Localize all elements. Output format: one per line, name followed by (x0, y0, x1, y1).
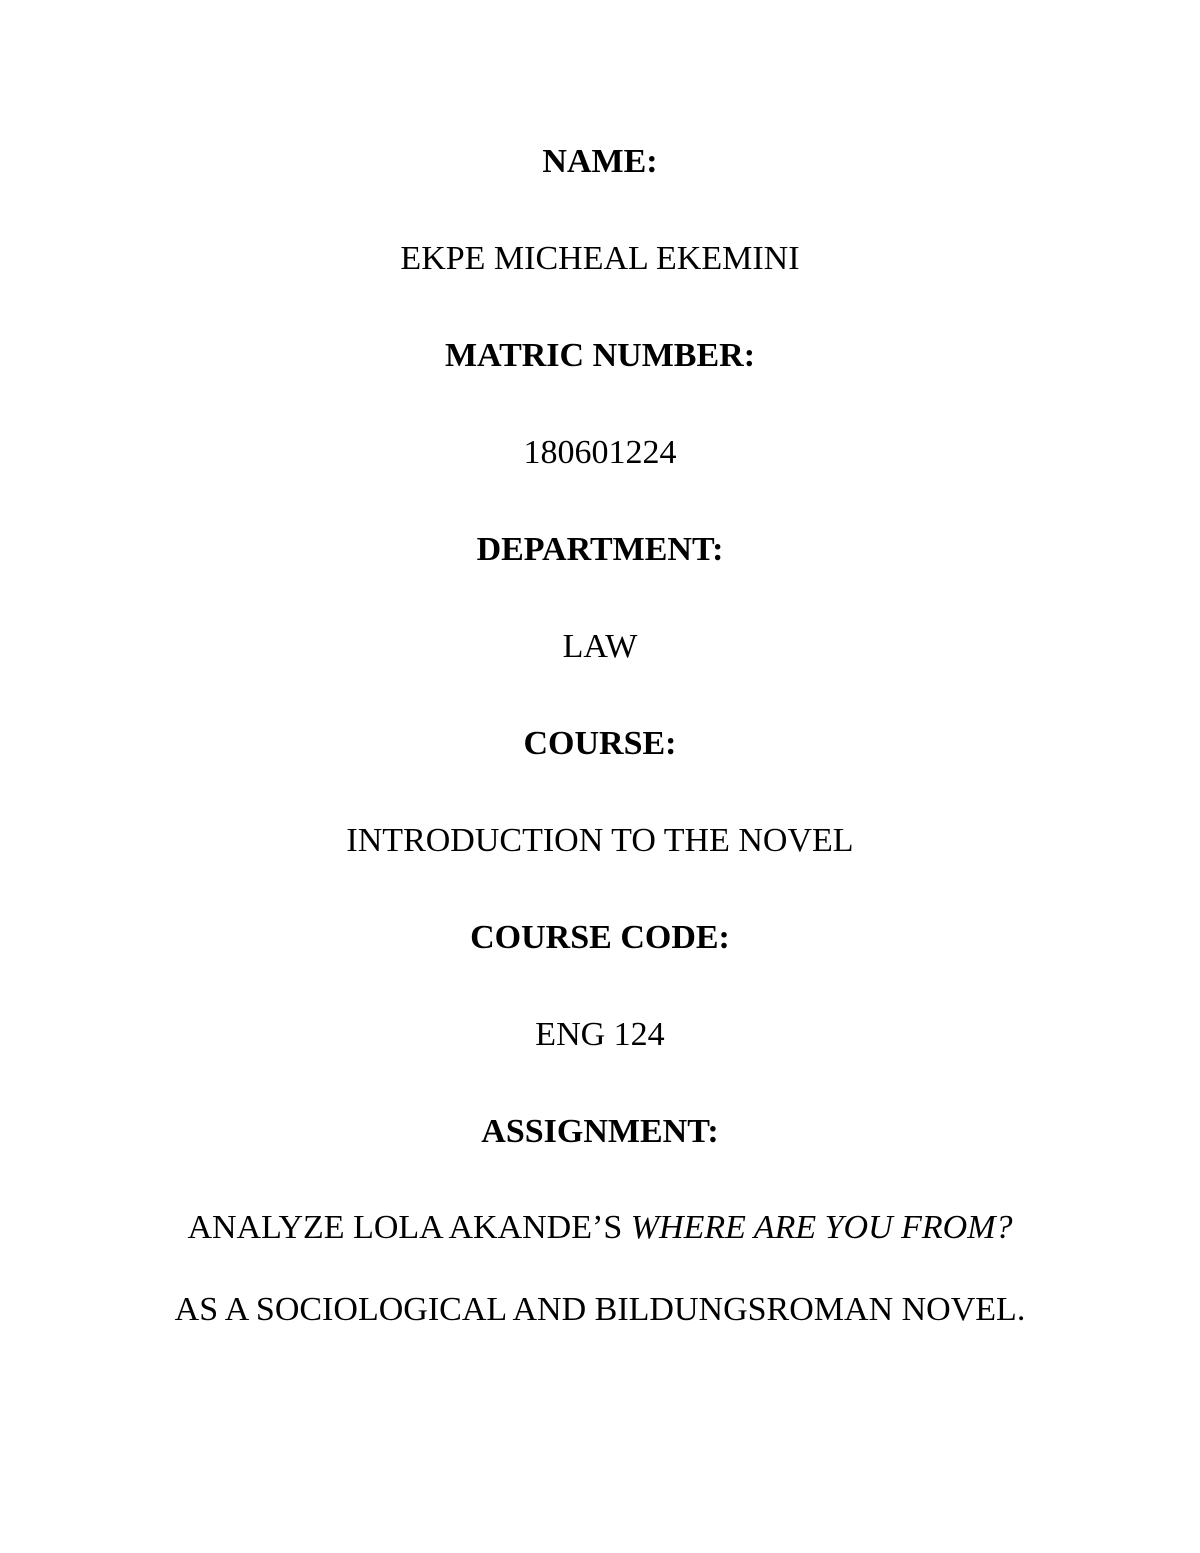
course-code-label: COURSE CODE: (470, 919, 730, 956)
matric-number-value: 180601224 (523, 434, 677, 471)
name-value: EKPE MICHEAL EKEMINI (400, 240, 800, 277)
assignment-line-2: AS A SOCIOLOGICAL AND BILDUNGSROMAN NOVEL. (174, 1291, 1026, 1328)
course-value: INTRODUCTION TO THE NOVEL (346, 822, 854, 859)
assignment-line-1 (0, 1208, 1200, 1248)
name-label: NAME: (542, 143, 658, 180)
assignment-line-1-prefix: ANALYZE LOLA AKANDE’S (187, 1209, 631, 1246)
department-label: DEPARTMENT: (476, 531, 724, 568)
matric-number-label: MATRIC NUMBER: (444, 337, 756, 374)
course-label: COURSE: (523, 725, 677, 762)
department-value: LAW (562, 628, 638, 665)
course-code-value: ENG 124 (535, 1016, 665, 1053)
assignment-novel-title: WHERE ARE YOU FROM? (630, 1209, 1013, 1246)
assignment-label: ASSIGNMENT: (481, 1113, 719, 1150)
